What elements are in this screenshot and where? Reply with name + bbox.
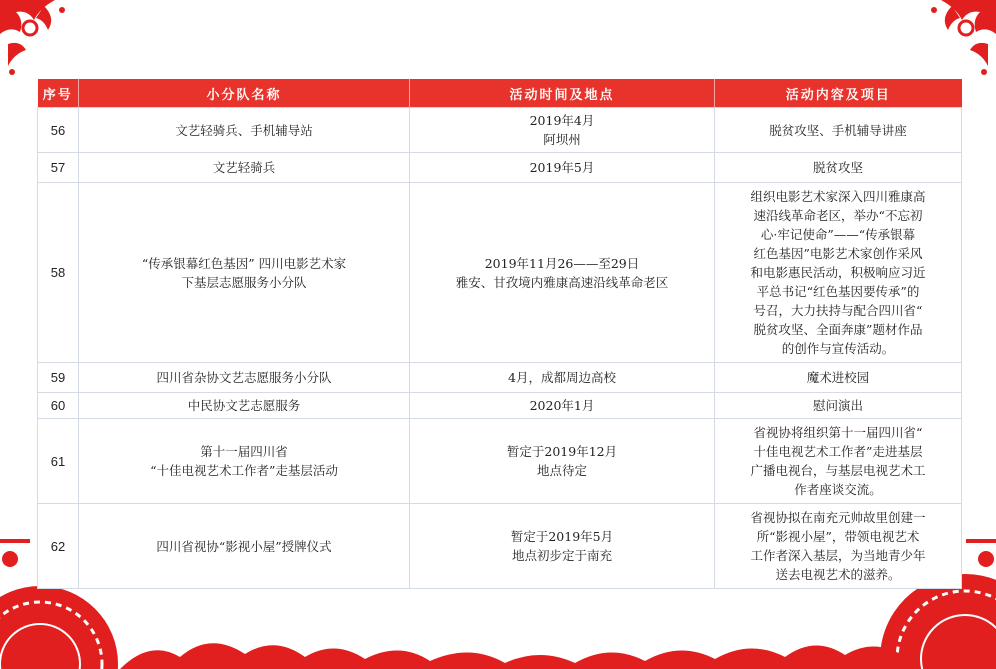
row-team-name: 四川省视协“影视小屋”授牌仪式: [79, 504, 410, 589]
activity-table: [37, 79, 962, 589]
papercut-corner-top-left: [0, 0, 80, 80]
papercut-corner-top-right: [916, 0, 996, 80]
row-content: 魔术进校园: [715, 363, 962, 393]
table-row: [38, 108, 962, 153]
table-row: [38, 183, 962, 363]
row-content: 脱贫攻坚: [715, 153, 962, 183]
table-row: [38, 393, 962, 419]
row-time-location: 暂定于2019年5月 地点初步定于南充: [410, 504, 715, 589]
row-content: 组织电影艺术家深入四川雅康高 速沿线革命老区，举办“不忘初 心·牢记使命”——“传承银幕 红色基因”电影艺术家创作采风 和电影惠民活动，积极响应习近 平总书记“红色基因要传承”的 号召，大力扶持与配合四川省“ 脱贫攻坚、全面奔康”题材作品 的创作与宣传活动。: [715, 183, 962, 363]
row-content: 脱贫攻坚、手机辅导讲座: [715, 108, 962, 153]
row-number: 61: [38, 419, 79, 504]
row-team-name: 文艺轻骑兵: [79, 153, 410, 183]
row-number: 62: [38, 504, 79, 589]
activity-table-container: [37, 79, 961, 589]
row-time-location: 2019年5月: [410, 153, 715, 183]
row-number: 56: [38, 108, 79, 153]
row-team-name: 四川省杂协文艺志愿服务小分队: [79, 363, 410, 393]
row-time-location: 4月，成都周边高校: [410, 363, 715, 393]
row-team-name: 第十一届四川省 “十佳电视艺术工作者”走基层活动: [79, 419, 410, 504]
row-team-name: 文艺轻骑兵、手机辅导站: [79, 108, 410, 153]
header-time-location: 活动时间及地点: [410, 79, 715, 108]
row-time-location: 2019年4月 阿坝州: [410, 108, 715, 153]
table-row: [38, 504, 962, 589]
table-row: [38, 419, 962, 504]
table-header-row: [38, 79, 962, 108]
row-team-name: “传承银幕红色基因” 四川电影艺术家 下基层志愿服务小分队: [79, 183, 410, 363]
table-row: [38, 153, 962, 183]
row-number: 59: [38, 363, 79, 393]
table-row: [38, 363, 962, 393]
row-time-location: 暂定于2019年12月 地点待定: [410, 419, 715, 504]
row-time-location: 2019年11月26——至29日 雅安、甘孜境内雅康高速沿线革命老区: [410, 183, 715, 363]
row-number: 60: [38, 393, 79, 419]
header-content: 活动内容及项目: [715, 79, 962, 108]
row-content: 省视协将组织第十一届四川省“ 十佳电视艺术工作者”走进基层 广播电视台，与基层电视艺术工 作者座谈交流。: [715, 419, 962, 504]
row-time-location: 2020年1月: [410, 393, 715, 419]
row-number: 58: [38, 183, 79, 363]
row-content: 省视协拟在南充元帅故里创建一 所“影视小屋”，带领电视艺术 工作者深入基层，为当地青少年 送去电视艺术的滋养。: [715, 504, 962, 589]
row-number: 57: [38, 153, 79, 183]
row-team-name: 中民协文艺志愿服务: [79, 393, 410, 419]
header-number: 序号: [38, 79, 79, 108]
row-content: 慰问演出: [715, 393, 962, 419]
header-team-name: 小分队名称: [79, 79, 410, 108]
